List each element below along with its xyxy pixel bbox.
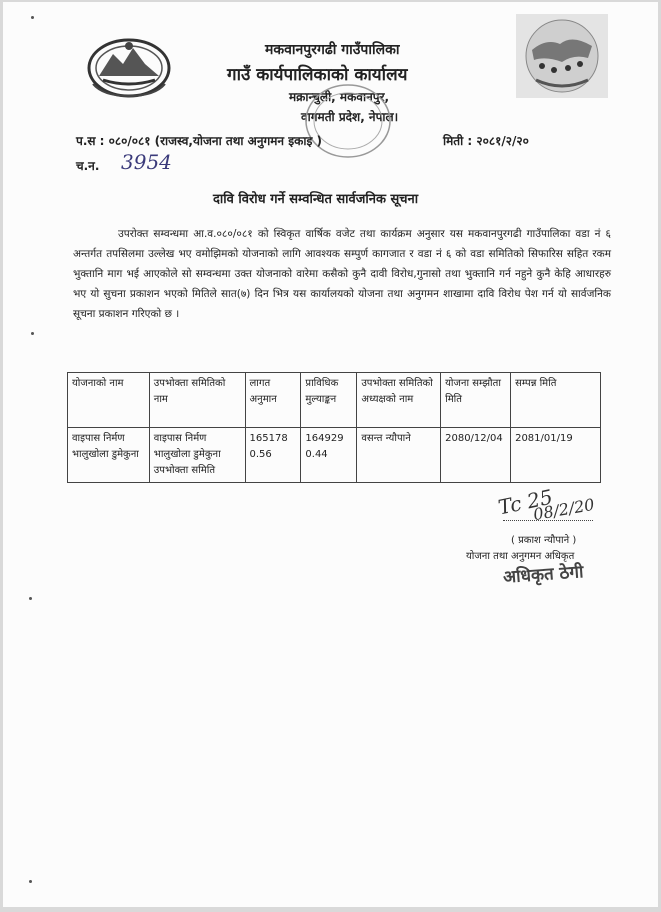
notice-heading: दावि विरोध गर्ने सम्वन्धित सार्वजनिक सूचना — [213, 192, 419, 207]
header-technical-evaluation: प्राविधिक मुल्याङ्कन — [301, 373, 357, 428]
dispatch-number-handwritten: 3954 — [121, 150, 172, 174]
cell-agreement-date: 2080/12/04 — [441, 428, 511, 483]
letter-number: प.स : ०८०/०८१ (राजस्व,योजना तथा अनुगमन इकाइ ) — [76, 134, 323, 148]
office-address: मक्रान्चुली, मकवानपुर, — [289, 90, 390, 104]
notice-paragraph: उपरोक्त सम्वन्धमा आ.व.०८०/०८१ को स्विकृत वार्षिक वजेट तथा कार्यक्रम अनुसार यस मकवानपुरगढी गाउँपालिका वडा नं ६ अन्तर्गत तपसिलमा उल्लेख भए वमोझिमको योजनाको लागि आवश्यक सम्पुर्ण कागजात र वडा नं ६ को वडा समितिको सिफारिस सहित रकम भुक्तानि माग भई आएकोले सो सम्वन्धमा उक्त योजनाको वारेमा कसैको कुनै दावी विरोध,गुनासो तथा भुक्तानि गर्न नहुने कुनै केहि आधारहरु भए यो सुचना प्रकाशन भएको मितिले सात(७) दिन भित्र यस कार्यालयको योजना तथा अनुगमन शाखामा दावि विरोध पेश गर्न यो सार्वजनिक सूचना प्रकाशन गरिएको छ । — [73, 228, 611, 320]
office-name: गाउँ कार्यपालिकाको कार्यालय — [227, 65, 408, 85]
scan-speck — [29, 880, 32, 883]
header-agreement-date: योजना सम्झौता मिति — [441, 373, 511, 428]
table-header-row — [68, 373, 601, 428]
scan-speck — [31, 332, 34, 335]
cell-cost-estimate: 1651780.56 — [245, 428, 301, 483]
plans-table — [67, 372, 601, 483]
header-chairperson-name: उपभोक्ता समितिको अध्यक्षको नाम — [357, 373, 441, 428]
table-row — [68, 428, 601, 483]
notice-body — [73, 224, 611, 324]
scan-speck — [29, 597, 32, 600]
cell-completion-date: 2081/01/19 — [511, 428, 601, 483]
officer-stamp: अधिकृत ठेगी — [502, 562, 585, 588]
handwritten-signature: Tc 25 — [496, 484, 555, 520]
document-page — [3, 2, 658, 907]
dispatch-number-label: च.न. — [76, 159, 100, 173]
header-cost-estimate: लागत अनुमान — [245, 373, 301, 428]
scan-speck — [31, 16, 34, 19]
signatory-name: ( प्रकाश न्यौपाने ) — [511, 535, 577, 546]
cell-chairperson-name: वसन्त न्यौपाने — [357, 428, 441, 483]
signature-line — [503, 520, 593, 521]
office-province: वागमती प्रदेश, नेपाल। — [301, 110, 399, 124]
header-completion-date: सम्पन्न मिति — [511, 373, 601, 428]
signatory-role: योजना तथा अनुगमन अधिकृत — [466, 551, 575, 562]
handwritten-signature-date: 08/2/20 — [531, 494, 596, 525]
cell-plan-name: वाइपास निर्मण भालुखोला डुमेकुना — [68, 428, 150, 483]
cell-committee-name: वाइपास निर्मण भालुखोला डुमेकुना उपभोक्ता समिति — [149, 428, 245, 483]
cell-technical-evaluation: 1649290.44 — [301, 428, 357, 483]
letter-date: मिती : २०८१/२/२० — [443, 134, 529, 148]
nepal-emblem-logo — [83, 34, 175, 102]
header-committee-name: उपभोक्ता समितिको नाम — [149, 373, 245, 428]
municipality-photo-logo — [516, 14, 608, 98]
header-plan-name: योजनाको नाम — [68, 373, 150, 428]
municipality-name: मकवानपुरगढी गाउँपालिका — [265, 42, 400, 58]
